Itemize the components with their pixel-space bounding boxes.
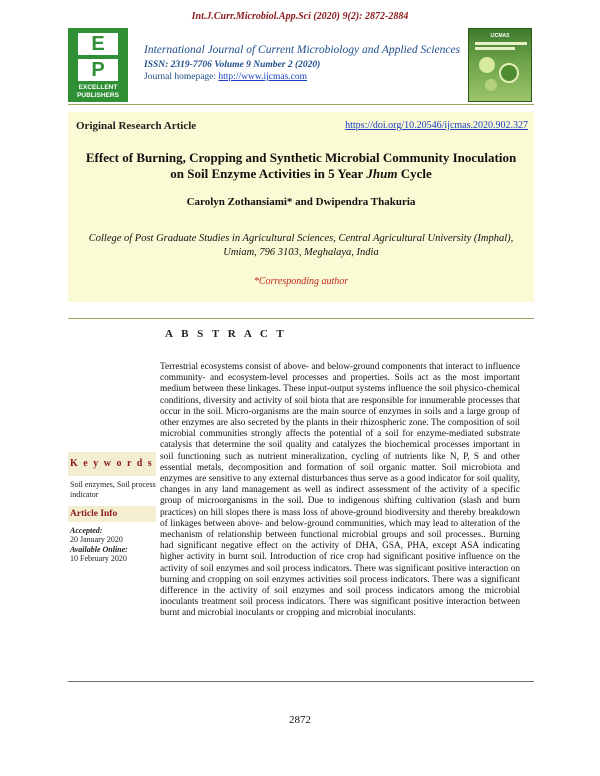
logo-text-publishers: PUBLISHERS bbox=[77, 92, 119, 99]
title-end: Cycle bbox=[397, 166, 432, 181]
cover-band bbox=[475, 47, 515, 50]
authors: Carolyn Zothansiami* and Dwipendra Thakuria bbox=[186, 196, 416, 208]
cover-decoration bbox=[479, 57, 495, 73]
abstract-text: Terrestrial ecosystems consist of above- and below-ground components that interact to influence community- and ecosystem-level processes and properties. Soils act as the most important medium between these linkages. These input-output systems influence the soil physico-chemical conditions, diversity and activity of soil biota that are responsible for innumerable processes that occur in the soil. Micro-organisms are the main source of enzymes in soils and a large group of other enzymes are also secreted by the plants in their rhizospheric zone. The composition of soil microbial communities strongly affects the potential of a soil for enzyme-mediated substrate catalysis that determine the soil quality and catalyzes the biochemical processes important in soil functioning such as nutrient mineralization, cycling of nutrients like N, P, S and other essential metals, decomposition and formation of soil organic matter. Soil microbiota and enzymes are sensitive to any external disturbances thus serve as a good indicator for soil quality, changes in any land management as well as indirect assessment of the activity of a specific group of microorganisms in the soil. Due to indigenous shifting cultivation (slash and burn practices) on hill slopes there is mass loss of above-ground biodiversity and thereby breakdown of linkages between above- and below-ground communities, which may lead to alteration of the mechanism of relationship between functional microbial groups and soil processes.. Burning had significant negative effect on the activity of DHA, GSA, PHA, except ASA indicating higher activity in burnt soil. Introduction of rice crop had significant positive influence on the activity of soil enzymes and soil process indicators. There was significant positive interaction on burning and cropping on soil enzymes activities soil process indicators. There was a significant difference in the activity of soil enzymes and soil process indicators among the microbial inoculants treatment soil process indicators. There was significant positive interaction between burnt and microbial inoculants or cropping and microbial inoculants. bbox=[160, 362, 520, 619]
homepage-link[interactable]: http://www.ijcmas.com bbox=[218, 72, 307, 82]
abstract-divider bbox=[68, 318, 534, 319]
keywords-list: Soil enzymes, Soil process indicator bbox=[70, 480, 156, 499]
keywords-heading: K e y w o r d s bbox=[68, 452, 156, 476]
journal-name: International Journal of Current Microbiology and Applied Sciences bbox=[144, 44, 461, 56]
doi-link[interactable]: https://doi.org/10.20546/ijcmas.2020.902.327 bbox=[345, 120, 528, 131]
journal-issn: ISSN: 2319-7706 Volume 9 Number 2 (2020) bbox=[144, 60, 321, 70]
accepted-label: Accepted: bbox=[70, 526, 103, 535]
title-main: Effect of Burning, Cropping and Synthetic Microbial Community Inoculation on Soil Enzyme Activities in 5 Year bbox=[85, 150, 517, 181]
journal-cover-thumbnail bbox=[468, 28, 532, 102]
affiliation: College of Post Graduate Studies in Agricultural Sciences, Central Agricultural University (Imphal), Umiam, 796 3103, Meghalaya, India bbox=[88, 233, 514, 258]
cover-band bbox=[475, 42, 527, 45]
article-banner bbox=[68, 112, 534, 302]
title-italic-jhum: Jhum bbox=[366, 166, 398, 181]
running-head: Int.J.Curr.Microbiol.App.Sci (2020) 9(2): 2872-2884 bbox=[191, 11, 409, 22]
cover-title: IJCMAS bbox=[490, 33, 510, 39]
journal-info bbox=[144, 44, 464, 83]
header-divider bbox=[68, 104, 534, 105]
homepage-label: Journal homepage: bbox=[144, 72, 219, 82]
available-label: Available Online: bbox=[70, 544, 128, 554]
cover-decoration bbox=[499, 63, 519, 83]
available-date: 10 February 2020 bbox=[70, 553, 127, 563]
logo-letter-e: E bbox=[78, 33, 118, 55]
journal-header bbox=[68, 28, 534, 102]
logo-letter-p: P bbox=[78, 59, 118, 81]
abstract-bottom-rule bbox=[68, 681, 534, 682]
corresponding-author: *Corresponding author bbox=[253, 276, 349, 287]
article-info-heading: Article Info bbox=[68, 506, 156, 522]
cover-decoration bbox=[485, 79, 497, 91]
article-dates bbox=[68, 522, 156, 563]
article-title bbox=[78, 150, 524, 182]
accepted-date: 20 January 2020 bbox=[70, 535, 123, 544]
article-sidebar bbox=[68, 452, 156, 572]
page-number: 2872 bbox=[289, 714, 311, 726]
publisher-logo bbox=[68, 28, 128, 102]
abstract-heading: A B S T R A C T bbox=[165, 328, 287, 340]
article-type: Original Research Article bbox=[76, 120, 197, 132]
logo-text-excellent: EXCELLENT bbox=[78, 84, 118, 91]
journal-homepage bbox=[144, 71, 464, 83]
